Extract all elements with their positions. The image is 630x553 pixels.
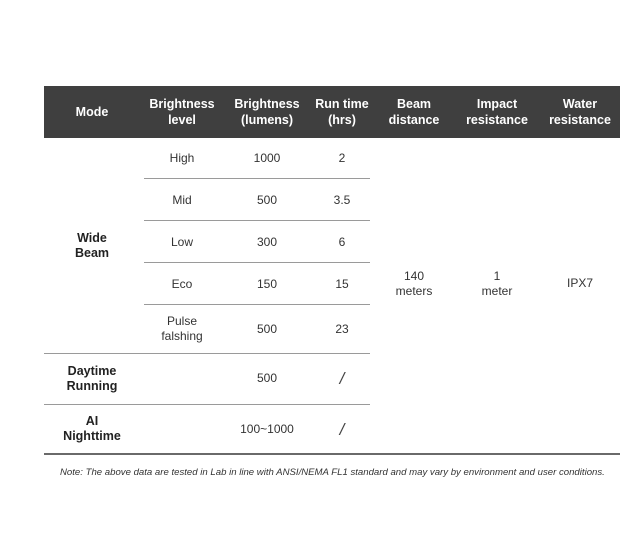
lumens-cell: 500 (256, 371, 278, 385)
header-run-time: Run time (hrs) (315, 97, 369, 127)
mode-daytime-running: Daytime Running (66, 363, 118, 393)
level-cell: Pulse falshing (161, 314, 203, 343)
row-divider (144, 178, 370, 179)
footnote: Note: The above data are tested in Lab in line with ANSI/NEMA FL1 standard and may vary by environment and user conditions. (60, 467, 605, 478)
level-cell: Eco (171, 276, 193, 291)
header-mode: Mode (75, 105, 109, 119)
level-cell (140, 353, 224, 404)
header-brightness-level: Brightness level (149, 97, 215, 127)
row-divider (144, 220, 370, 221)
runtime-cell: 23 (335, 321, 349, 336)
row-divider (44, 353, 370, 354)
level-cell: High (169, 150, 195, 165)
row-divider (144, 304, 370, 305)
lumens-cell: 1000 (253, 150, 281, 165)
runtime-cell: 3.5 (333, 192, 351, 207)
header-water-resistance: Water resistance (549, 97, 611, 127)
table-header-row (44, 86, 620, 138)
runtime-cell: / (339, 369, 345, 388)
header-impact-resistance: Impact resistance (466, 97, 528, 127)
runtime-cell: 6 (338, 234, 346, 249)
mode-ai-nighttime: AI Nighttime (63, 414, 121, 443)
beam-distance-cell: 140 meters (395, 268, 433, 298)
water-resistance-cell: IPX7 (566, 276, 593, 290)
level-cell: Low (170, 234, 193, 249)
lumens-cell: 500 (256, 192, 278, 207)
runtime-cell: 2 (338, 150, 346, 165)
table-bottom-rule (44, 453, 620, 455)
row-divider (44, 404, 370, 405)
level-cell: Mid (172, 192, 192, 207)
runtime-cell: / (339, 419, 345, 439)
row-divider (144, 262, 370, 263)
lumens-cell: 100~1000 (240, 421, 294, 436)
lumens-cell: 300 (256, 234, 278, 249)
level-cell (140, 404, 224, 454)
runtime-cell: 15 (335, 276, 349, 291)
header-beam-distance: Beam distance (388, 97, 440, 127)
mode-wide-beam: Wide Beam (74, 230, 110, 260)
lumens-cell: 500 (256, 321, 278, 336)
lumens-cell: 150 (256, 276, 278, 291)
impact-resistance-cell: 1 meter (481, 268, 513, 298)
header-brightness-lumens: Brightness (lumens) (234, 97, 300, 127)
